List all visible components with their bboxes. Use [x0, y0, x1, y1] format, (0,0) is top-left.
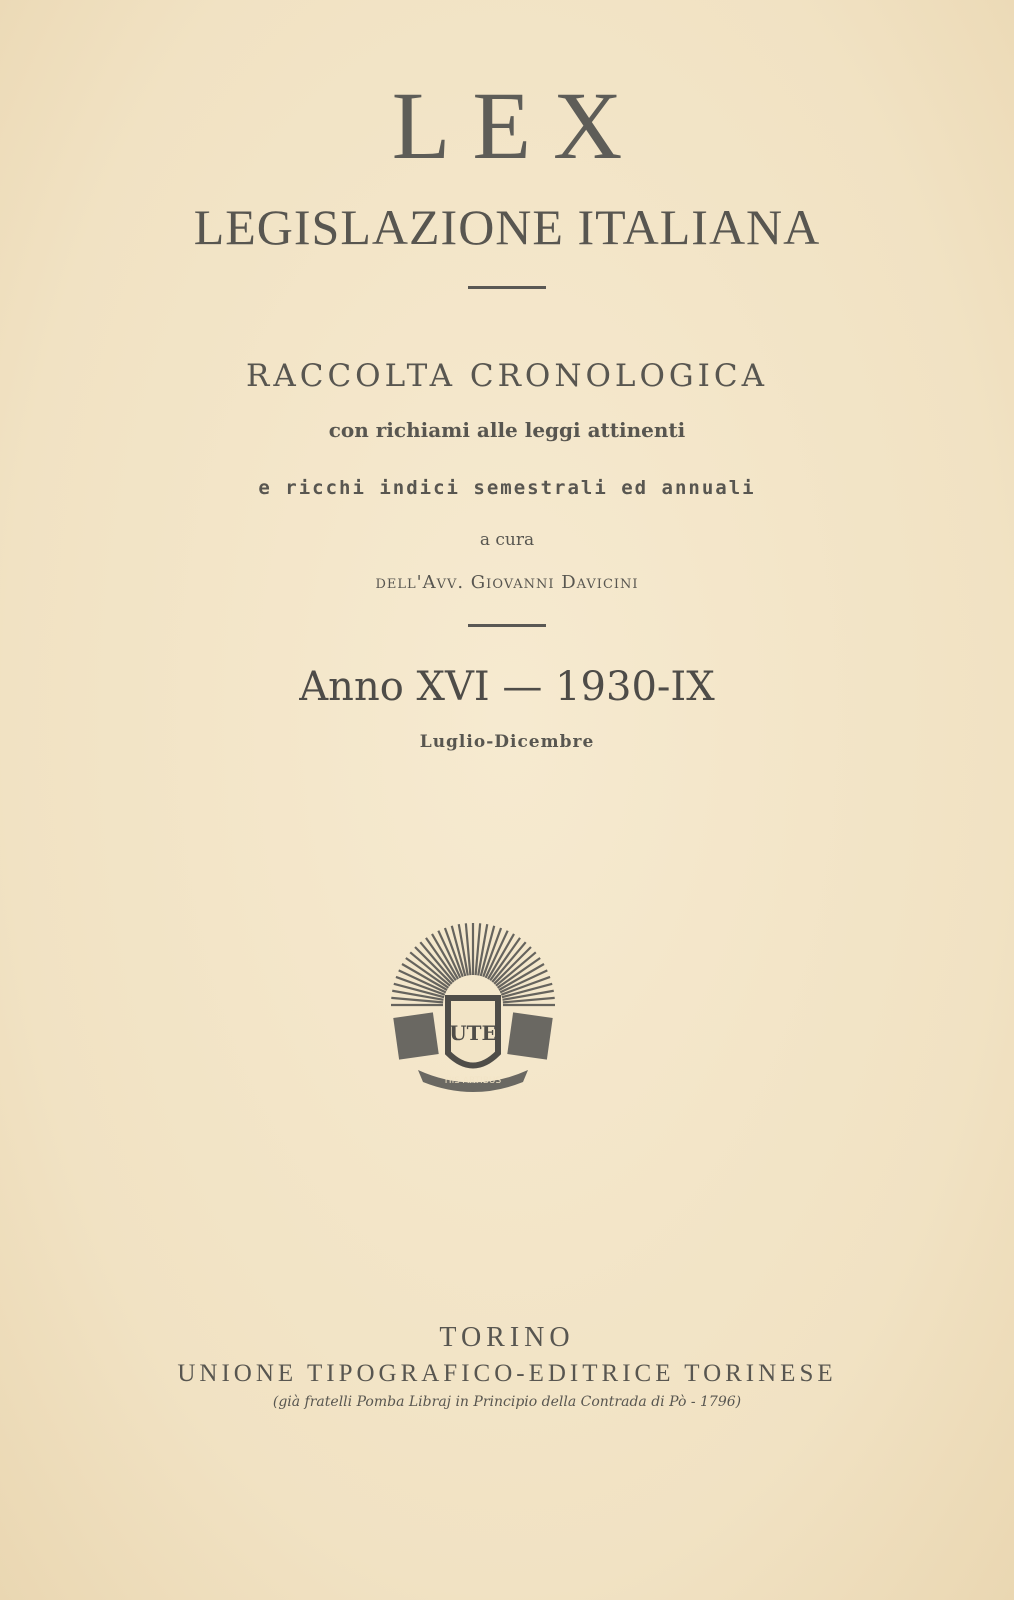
emblem-monogram: UTE [449, 1021, 497, 1045]
editor: dell'Avv. Giovanni Davicini [375, 572, 639, 593]
divider [468, 286, 546, 289]
emblem-motto: HIS ARTIBUS [444, 1076, 502, 1086]
publisher-emblem-icon [378, 920, 568, 1100]
collection-heading: RACCOLTA CRONOLOGICA [246, 358, 768, 394]
publisher-note: (già fratelli Pomba Libraj in Principio della Contrada di Pò - 1796) [272, 1394, 742, 1410]
description-line-1: con richiami alle leggi attinenti [328, 418, 686, 442]
publisher: UNIONE TIPOGRAFICO-EDITRICE TORINESE [177, 1360, 837, 1387]
journal-title: LEX [391, 72, 645, 179]
book-left-icon [393, 1012, 438, 1059]
period: Luglio-Dicembre [419, 732, 595, 752]
a-cura: a cura [479, 530, 535, 550]
city: TORINO [439, 1322, 575, 1353]
year: Anno XVI — 1930-IX [299, 664, 715, 710]
description-line-2: e ricchi indici semestrali ed annuali [258, 477, 756, 499]
journal-subtitle: LEGISLAZIONE ITALIANA [193, 199, 821, 255]
book-right-icon [507, 1012, 552, 1059]
divider [468, 624, 546, 627]
